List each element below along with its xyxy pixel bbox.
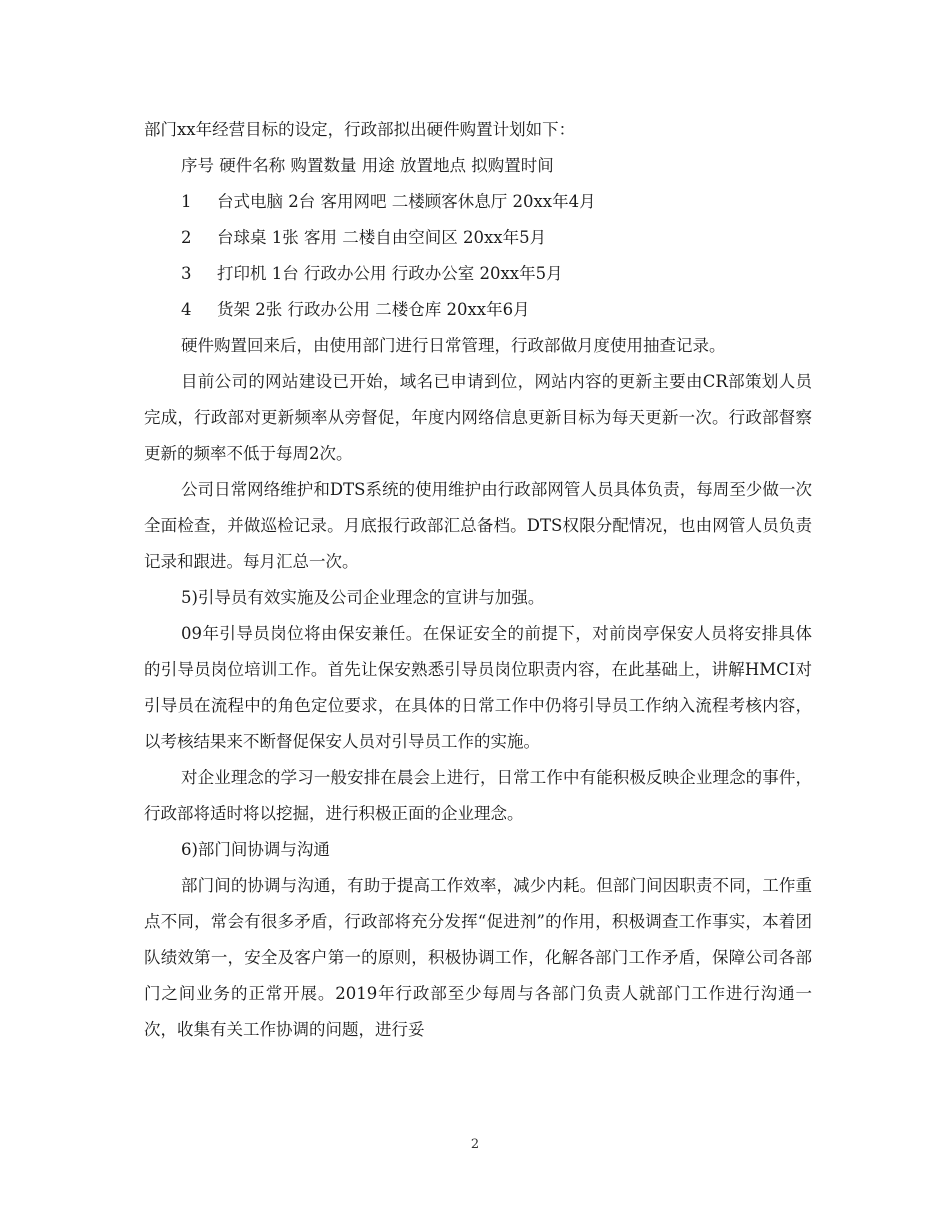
paragraph: 公司日常网络维护和DTS系统的使用维护由行政部网管人员具体负责，每周至少做一次全面检查，并做巡检记录。月底报行政部汇总备档。DTS权限分配情况，也由网管人员负责记录和跟进。每月汇总一次。 xyxy=(144,480,812,571)
row-text: 台式电脑 2台 客用网吧 二楼顾客休息厅 20xx年4月 xyxy=(217,192,596,211)
row-text: 台球桌 1张 客用 二楼自由空间区 20xx年5月 xyxy=(217,228,547,247)
table-row xyxy=(144,292,812,328)
section-heading: 6)部门间协调与沟通 xyxy=(181,840,330,859)
paragraph: 对企业理念的学习一般安排在晨会上进行，日常工作中有能积极反映企业理念的事件，行政部将适时将以挖掘，进行积极正面的企业理念。 xyxy=(144,768,812,823)
purchase-table xyxy=(144,184,812,328)
document-body xyxy=(144,112,812,1048)
paragraph: 目前公司的网站建设已开始，域名已申请到位，网站内容的更新主要由CR部策划人员完成，行政部对更新频率从旁督促，年度内网络信息更新目标为每天更新一次。行政部督察更新的频率不低于每周2次。 xyxy=(144,372,812,463)
page-number: 2 xyxy=(470,1137,480,1152)
table-row xyxy=(144,256,812,292)
table-header: 序号 硬件名称 购置数量 用途 放置地点 拟购置时间 xyxy=(181,156,554,175)
section-heading: 5)引导员有效实施及公司企业理念的宣讲与加强。 xyxy=(181,588,545,607)
row-number: 3 xyxy=(181,264,192,283)
table-row xyxy=(144,220,812,256)
table-row xyxy=(144,184,812,220)
paragraph: 硬件购置回来后，由使用部门进行日常管理，行政部做月度使用抽查记录。 xyxy=(181,336,726,355)
paragraph: 部门间的协调与沟通，有助于提高工作效率，减少内耗。但部门间因职责不同，工作重点不同，常会有很多矛盾，行政部将充分发挥“促进剂”的作用，积极调查工作事实，本着团队绩效第一，安全及客户第一的原则，积极协调工作，化解各部门工作矛盾，保障公司各部门之间业务的正常开展。2019年行政部至少每周与各部门负责人就部门工作进行沟通一次，收集有关工作协调的问题，进行妥 xyxy=(144,876,812,1039)
paragraph: 09年引导员岗位将由保安兼任。在保证安全的前提下，对前岗亭保安人员将安排具体的引导员岗位培训工作。首先让保安熟悉引导员岗位职责内容，在此基础上，讲解HMCI对引导员在流程中的角色定位要求，在具体的日常工作中仍将引导员工作纳入流程考核内容，以考核结果来不断督促保安人员对引导员工作的实施。 xyxy=(144,624,812,751)
row-number: 2 xyxy=(181,228,192,247)
row-number: 4 xyxy=(181,300,192,319)
paragraph-intro: 部门xx年经营目标的设定，行政部拟出硬件购置计划如下： xyxy=(144,120,576,139)
row-text: 打印机 1台 行政办公用 行政办公室 20xx年5月 xyxy=(217,264,563,283)
row-number: 1 xyxy=(181,192,192,211)
row-text: 货架 2张 行政办公用 二楼仓库 20xx年6月 xyxy=(217,300,530,319)
